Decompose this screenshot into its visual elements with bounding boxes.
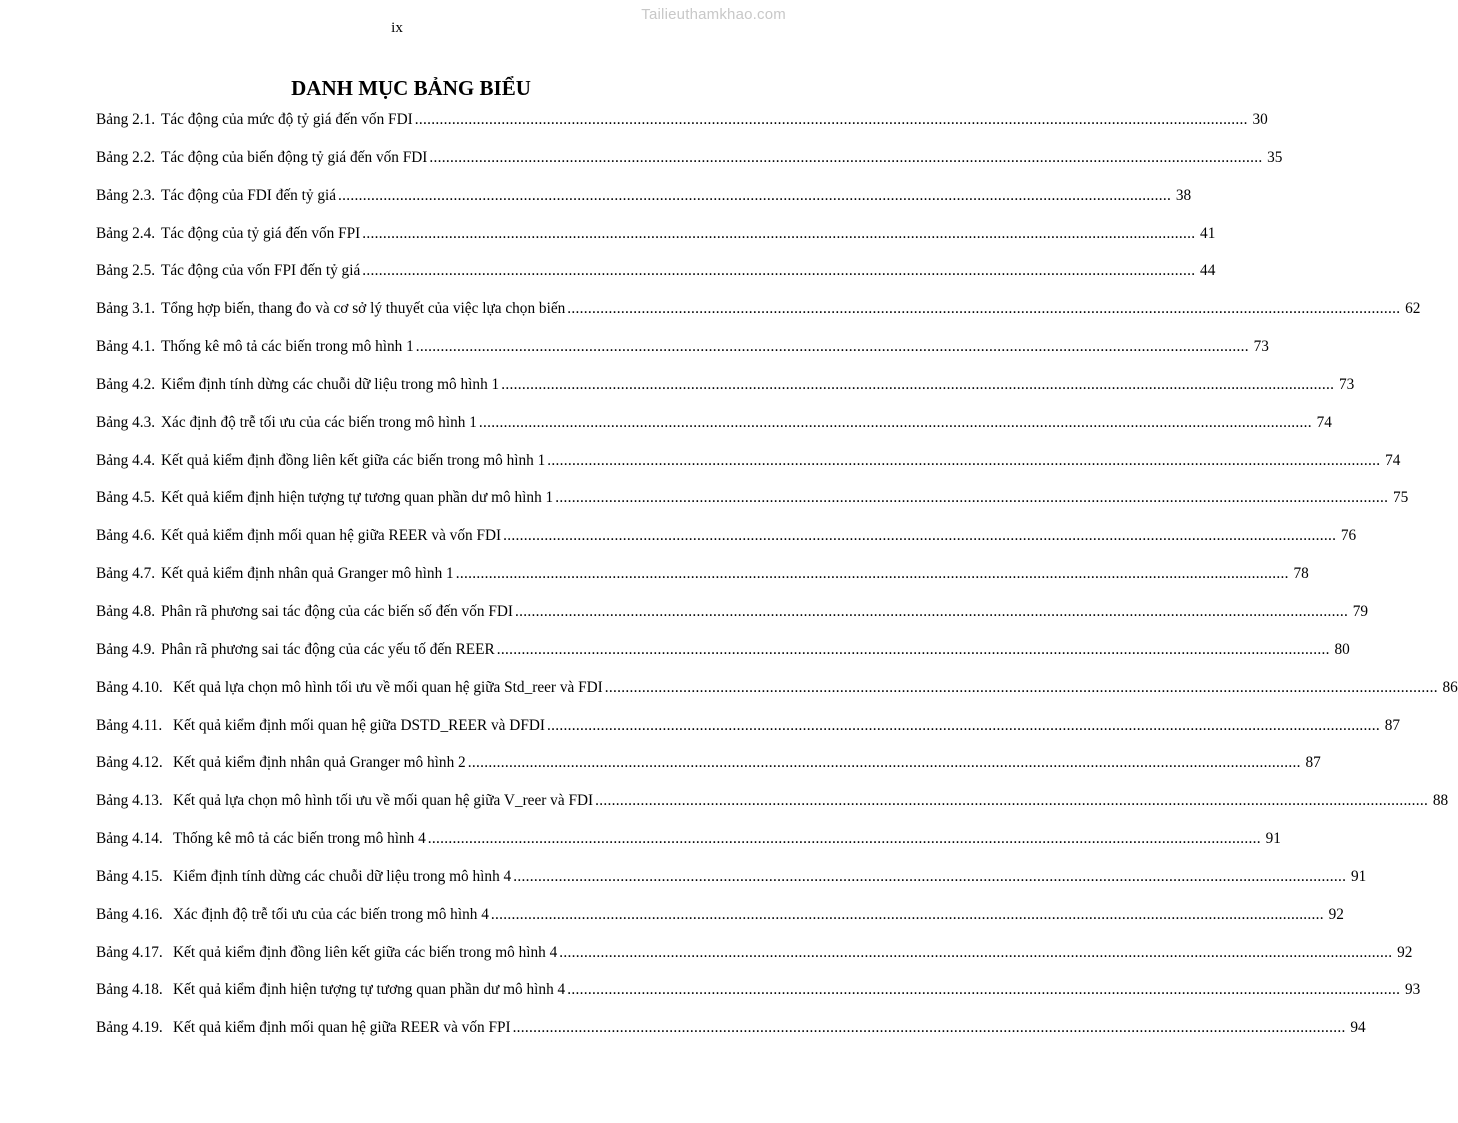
dot-leader (338, 186, 1171, 205)
dot-leader (415, 110, 1248, 129)
toc-entry-number: Bảng 4.15. (96, 867, 163, 885)
toc-entry-number: Bảng 4.4. (96, 451, 156, 469)
toc-entry-page: 92 (1397, 943, 1413, 961)
toc-entry-number: Bảng 4.9. (96, 640, 156, 658)
toc-entry-number: Bảng 4.7. (96, 565, 156, 583)
toc-entry[interactable] (96, 980, 1421, 1018)
toc-entry-label: Kết quả kiểm định mối quan hệ giữa REER và vốn FPI (173, 1019, 511, 1037)
toc-entry[interactable] (96, 186, 1192, 224)
toc-entry-page: 79 (1352, 602, 1369, 620)
toc-entry[interactable] (96, 451, 1401, 489)
toc-entry-page: 35 (1267, 148, 1283, 166)
toc-entry-page: 88 (1432, 792, 1449, 810)
toc-entry[interactable] (96, 867, 1367, 905)
dot-leader (547, 716, 1380, 735)
toc-entry[interactable] (96, 678, 1458, 716)
toc-entry-number: Bảng 4.8. (96, 602, 156, 620)
toc-entry-number: Bảng 3.1. (96, 300, 156, 318)
dot-leader (479, 413, 1312, 432)
toc-entry-number: Bảng 4.2. (96, 375, 156, 393)
dot-leader (497, 640, 1330, 659)
toc-entry-page: 76 (1340, 527, 1357, 545)
toc-entry-number: Bảng 4.10. (96, 678, 163, 696)
dot-leader (416, 337, 1249, 356)
dot-leader (429, 148, 1262, 167)
toc-entry-label: Kết quả kiểm định mối quan hệ giữa REER và vốn FDI (161, 527, 502, 545)
toc-entry-label: Tổng hợp biến, thang đo và cơ sở lý thuyết của việc lựa chọn biến (161, 300, 566, 318)
toc-entry-page: 91 (1351, 867, 1367, 885)
toc-entry-number: Bảng 4.6. (96, 527, 156, 545)
dot-leader (456, 564, 1289, 583)
dot-leader (605, 678, 1438, 697)
toc-entry-number: Bảng 4.19. (96, 1019, 163, 1037)
toc-entry[interactable] (96, 299, 1421, 337)
toc-entry-label: Xác định độ trễ tối ưu của các biến trong mô hình 4 (173, 905, 489, 923)
toc-entry-label: Thống kê mô tả các biến trong mô hình 1 (161, 338, 414, 356)
dot-leader (362, 261, 1195, 280)
watermark: Tailieuthamkhao.com (641, 6, 786, 23)
toc-entry-page: 91 (1265, 830, 1281, 848)
toc-entry-label: Kết quả kiểm định mối quan hệ giữa DSTD_REER và DFDI (173, 716, 545, 734)
dot-leader (428, 829, 1261, 848)
toc-entry[interactable] (96, 716, 1401, 754)
toc-entry-label: Tác động của FDI đến tỷ giá (161, 186, 337, 204)
toc-entry-page: 80 (1334, 640, 1350, 658)
dot-leader (513, 867, 1346, 886)
toc-entry-page: 74 (1316, 413, 1332, 431)
dot-leader (595, 791, 1428, 810)
toc-entry-page: 92 (1328, 905, 1344, 923)
dot-leader (555, 488, 1388, 507)
toc-entry[interactable] (96, 337, 1269, 375)
toc-entry-number: Bảng 4.17. (96, 943, 163, 961)
toc-entry-label: Kết quả kiểm định nhân quả Granger mô hình 1 (161, 565, 454, 583)
toc-entry-number: Bảng 2.2. (96, 148, 156, 166)
toc-entry-page: 38 (1175, 186, 1192, 204)
toc-entry-number: Bảng 2.4. (96, 224, 156, 242)
toc-entry-page: 75 (1393, 489, 1409, 507)
toc-entry-number: Bảng 4.18. (96, 981, 163, 999)
toc-entry-label: Xác định độ trễ tối ưu của các biến trong mô hình 1 (161, 413, 477, 431)
toc-entry-number: Bảng 4.11. (96, 716, 163, 734)
toc-entry-number: Bảng 2.3. (96, 186, 156, 204)
toc-entry[interactable] (96, 224, 1216, 262)
toc-entry-label: Kiểm định tính dừng các chuỗi dữ liệu trong mô hình 4 (173, 867, 512, 885)
toc-entry-label: Kết quả kiểm định nhân quả Granger mô hình 2 (173, 754, 466, 772)
toc-entry-number: Bảng 4.14. (96, 830, 163, 848)
toc-entry[interactable] (96, 829, 1281, 867)
toc-entry-label: Phân rã phương sai tác động của các yếu tố đến REER (161, 640, 495, 658)
toc-entry-page: 41 (1200, 224, 1216, 242)
toc-entry-page: 86 (1442, 678, 1458, 696)
toc-entry-page: 87 (1384, 716, 1401, 734)
dot-leader (501, 375, 1334, 394)
dot-leader (491, 905, 1324, 924)
toc-entry-label: Thống kê mô tả các biến trong mô hình 4 (173, 830, 426, 848)
toc-entry-label: Kết quả lựa chọn mô hình tối ưu về mối quan hệ giữa V_reer và FDI (173, 792, 594, 810)
dot-leader (559, 943, 1392, 962)
toc-entry-page: 73 (1339, 375, 1355, 393)
toc-entry-page: 78 (1293, 565, 1309, 583)
toc-entry-label: Kết quả kiểm định đồng liên kết giữa các biến trong mô hình 4 (173, 943, 558, 961)
dot-leader (515, 602, 1348, 621)
toc-entry[interactable] (96, 640, 1350, 678)
dot-leader (503, 526, 1336, 545)
dot-leader (567, 299, 1400, 318)
page-number: ix (391, 20, 403, 36)
toc-entry-label: Kết quả kiểm định đồng liên kết giữa các biến trong mô hình 1 (161, 451, 546, 469)
toc-entry-number: Bảng 4.3. (96, 413, 156, 431)
toc-entry-page: 62 (1405, 300, 1421, 318)
toc-entry-label: Tác động của mức độ tỷ giá đến vốn FDI (161, 111, 413, 128)
page-title: DANH MỤC BẢNG BIỂU (291, 76, 531, 100)
toc-entry[interactable] (96, 261, 1216, 299)
toc-entry-page: 30 (1252, 111, 1268, 128)
toc-entry[interactable] (96, 791, 1449, 829)
toc-entry[interactable] (96, 1018, 1366, 1056)
dot-leader (567, 980, 1400, 999)
toc-entry[interactable] (96, 375, 1355, 413)
toc-entry[interactable] (96, 905, 1344, 943)
toc-entry[interactable] (96, 943, 1413, 981)
toc-entry-page: 94 (1350, 1019, 1366, 1037)
toc-entry-page: 87 (1305, 754, 1321, 772)
toc-entry-page: 74 (1385, 451, 1401, 469)
dot-leader (547, 451, 1380, 470)
toc-entry[interactable] (96, 110, 1268, 148)
toc-entry-number: Bảng 2.1. (96, 111, 156, 128)
toc-entry-label: Phân rã phương sai tác động của các biến số đến vốn FDI (161, 602, 513, 620)
toc-entry-number: Bảng 4.1. (96, 338, 156, 356)
toc-entry[interactable] (96, 413, 1332, 451)
toc-entry-label: Tác động của biến động tỷ giá đến vốn FDI (161, 148, 428, 166)
toc-entry[interactable] (96, 148, 1283, 186)
toc-entry[interactable] (96, 564, 1309, 602)
toc-entry-label: Kết quả kiểm định hiện tượng tự tương quan phần dư mô hình 4 (173, 981, 566, 999)
toc-entry-label: Kết quả kiểm định hiện tượng tự tương quan phần dư mô hình 1 (161, 489, 554, 507)
toc-entry-page: 73 (1253, 338, 1269, 356)
toc-entry-number: Bảng 2.5. (96, 262, 156, 280)
toc-entry-label: Tác động của tỷ giá đến vốn FPI (161, 224, 361, 242)
table-list (96, 110, 1458, 1056)
toc-entry-number: Bảng 4.16. (96, 905, 163, 923)
toc-entry-label: Tác động của vốn FPI đến tỷ giá (161, 262, 361, 280)
toc-entry-page: 44 (1200, 262, 1216, 280)
toc-entry-number: Bảng 4.12. (96, 754, 163, 772)
dot-leader (362, 224, 1195, 243)
toc-entry[interactable] (96, 488, 1409, 526)
dot-leader (468, 753, 1301, 772)
toc-entry-number: Bảng 4.13. (96, 792, 163, 810)
toc-entry-page: 93 (1405, 981, 1421, 999)
toc-entry[interactable] (96, 753, 1321, 791)
toc-entry-number: Bảng 4.5. (96, 489, 156, 507)
toc-entry-label: Kiểm định tính dừng các chuỗi dữ liệu trong mô hình 1 (161, 375, 500, 393)
toc-entry[interactable] (96, 526, 1357, 564)
toc-entry[interactable] (96, 602, 1369, 640)
dot-leader (513, 1018, 1346, 1037)
toc-entry-label: Kết quả lựa chọn mô hình tối ưu về mối quan hệ giữa Std_reer và FDI (173, 678, 603, 696)
